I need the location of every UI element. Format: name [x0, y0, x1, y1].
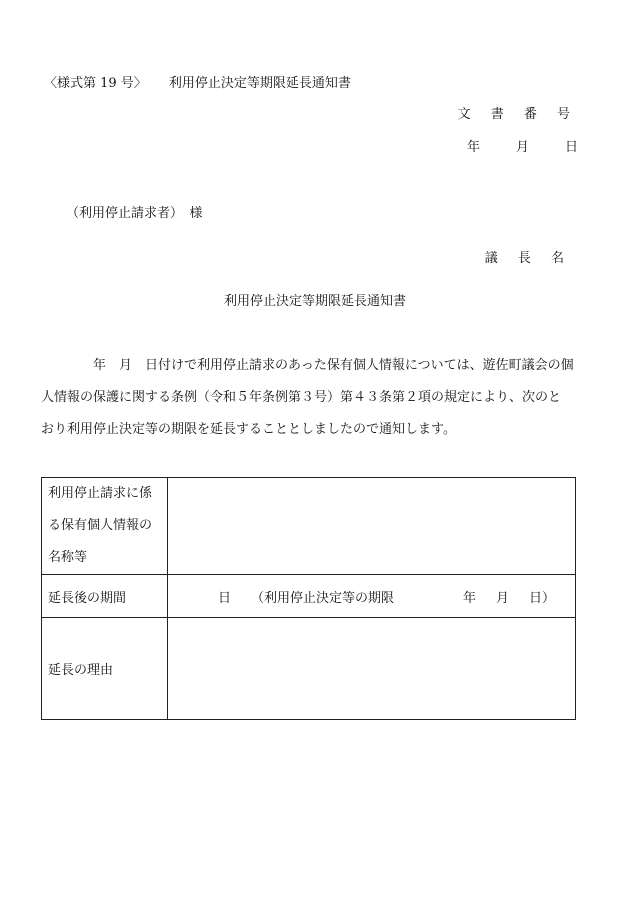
document-number-label: 文 書 番 号 — [457, 107, 578, 122]
row-value-reason — [168, 618, 576, 720]
label-line: る保有個人情報の — [48, 518, 153, 533]
body-line-2: 人情報の保護に関する条例（令和５年条例第３号）第４３条第２項の規定により、次のと — [41, 390, 562, 405]
date-day: 日 — [564, 140, 578, 155]
row-value-info-name — [168, 478, 576, 575]
deadline-month: 月 — [495, 590, 509, 606]
table-row — [42, 478, 576, 575]
row-label-info-name — [42, 478, 168, 575]
table-row — [42, 575, 576, 618]
row-label-extended-period: 延長後の期間 — [42, 575, 168, 618]
body-text — [41, 350, 579, 446]
date-month: 月 — [515, 140, 529, 155]
deadline-day: 日） — [528, 590, 555, 606]
period-day: 日 — [218, 590, 232, 606]
form-title: 利用停止決定等期限延長通知書 — [168, 76, 351, 91]
date-line — [467, 136, 578, 155]
body-line-3: おり利用停止決定等の期限を延長することとしましたので通知します。 — [41, 422, 456, 437]
document-title: 利用停止決定等期限延長通知書 — [223, 294, 406, 309]
label-line: 利用停止請求に係 — [48, 486, 153, 501]
row-value-extended-period — [168, 575, 576, 618]
deadline-year: 年 — [462, 590, 476, 606]
form-number: 〈様式第 19 号〉 — [44, 76, 147, 91]
sender-name: 議 長 名 — [484, 251, 572, 266]
body-line-1: 年 月 日付けで利用停止請求のあった保有個人情報については、遊佐町議会の個 — [93, 358, 574, 373]
date-year: 年 — [466, 140, 480, 155]
label-line: 名称等 — [48, 550, 88, 565]
recipient: （利用停止請求者） 様 — [66, 206, 203, 221]
form-header — [44, 72, 351, 91]
table-row — [42, 618, 576, 720]
row-label-reason: 延長の理由 — [42, 618, 168, 720]
info-table — [41, 477, 576, 720]
period-deadline-label: （利用停止決定等の期限 — [251, 590, 395, 606]
